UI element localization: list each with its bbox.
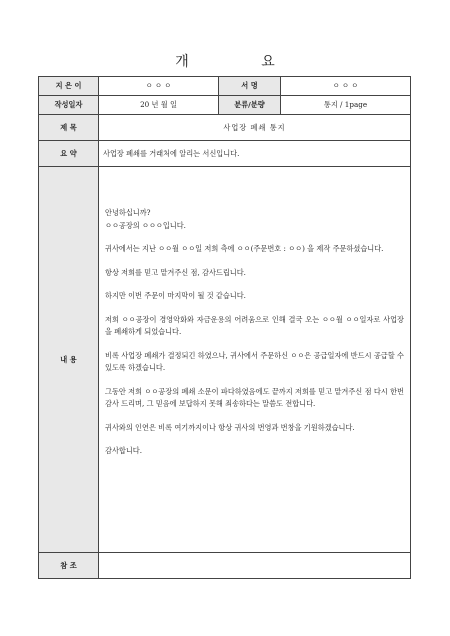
date-row: [39, 96, 411, 115]
paragraph-supply: 비록 사업장 폐쇄가 결정되긴 하였으나, 귀사에서 주문하신 ㅇㅇ은 공급일자에 반드시 공급할 수 있도록 하겠습니다.: [105, 350, 404, 372]
content-row: [39, 167, 411, 553]
paragraph-thanks: 항상 저희를 믿고 맡겨주신 점, 감사드립니다.: [105, 267, 246, 277]
page-title: 개 요: [175, 54, 309, 70]
paragraph-closing: 감사합니다.: [105, 446, 143, 455]
paragraph-closure: 저희 ㅇㅇ공장이 경영악화와 자금운용의 어려움으로 인해 결국 오는 ㅇㅇ월 ㅇㅇ일자로 사업장을 폐쇄하게 되었습니다.: [105, 314, 404, 336]
content-body: [99, 167, 411, 553]
subject-row: [39, 115, 411, 141]
signature-label: 서 명: [219, 77, 281, 96]
category-label: 분류/분량: [219, 96, 281, 115]
category-value: 통지 / 1page: [281, 96, 411, 115]
date-value: 20 년 월 일: [99, 96, 219, 115]
author-row: [39, 77, 411, 96]
subject-label: 제 목: [39, 115, 99, 141]
paragraph-order: 귀사에서는 지난 ㅇㅇ월 ㅇㅇ일 저희 측에 ㅇㅇ(주문번호 : ㅇㅇ) 을 제작 주문하셨습니다.: [105, 244, 384, 253]
reference-row: [39, 553, 411, 579]
paragraph-apology: 그동안 저희 ㅇㅇ공장의 폐쇄 소문이 파다하였음에도 끝까지 저희를 믿고 맡겨주신 점 다시 한번 감사 드리며, 그 믿음에 보답하지 못해 죄송하다는 말씀도 전합니다.: [105, 386, 404, 408]
summary-label: 요 약: [39, 141, 99, 167]
summary-row: [39, 141, 411, 167]
author-value: ㅇ ㅇ ㅇ: [99, 77, 219, 96]
paragraph-wishes: 귀사와의 인연은 비록 여기까지이나 항상 귀사의 번영과 번창을 기원하겠습니다.: [105, 422, 355, 432]
signature-value: ㅇ ㅇ ㅇ: [281, 77, 411, 96]
reference-label: 참 조: [39, 553, 99, 579]
paragraph-last-order: 하지만 이번 주문이 마지막이 될 것 같습니다.: [105, 291, 246, 300]
summary-value: 사업장 폐쇄를 거래처에 알리는 서신입니다.: [99, 141, 411, 167]
author-label: 지 은 이: [39, 77, 99, 96]
content-label: 내 용: [39, 167, 99, 553]
subject-value: 사업장 폐쇄 통지: [99, 115, 411, 141]
summary-table: [38, 76, 411, 579]
date-label: 작성일자: [39, 96, 99, 115]
paragraph-greeting: 안녕하십니까? ㅇㅇ공장의 ㅇㅇㅇ입니다.: [105, 208, 186, 230]
reference-value: [99, 553, 411, 579]
